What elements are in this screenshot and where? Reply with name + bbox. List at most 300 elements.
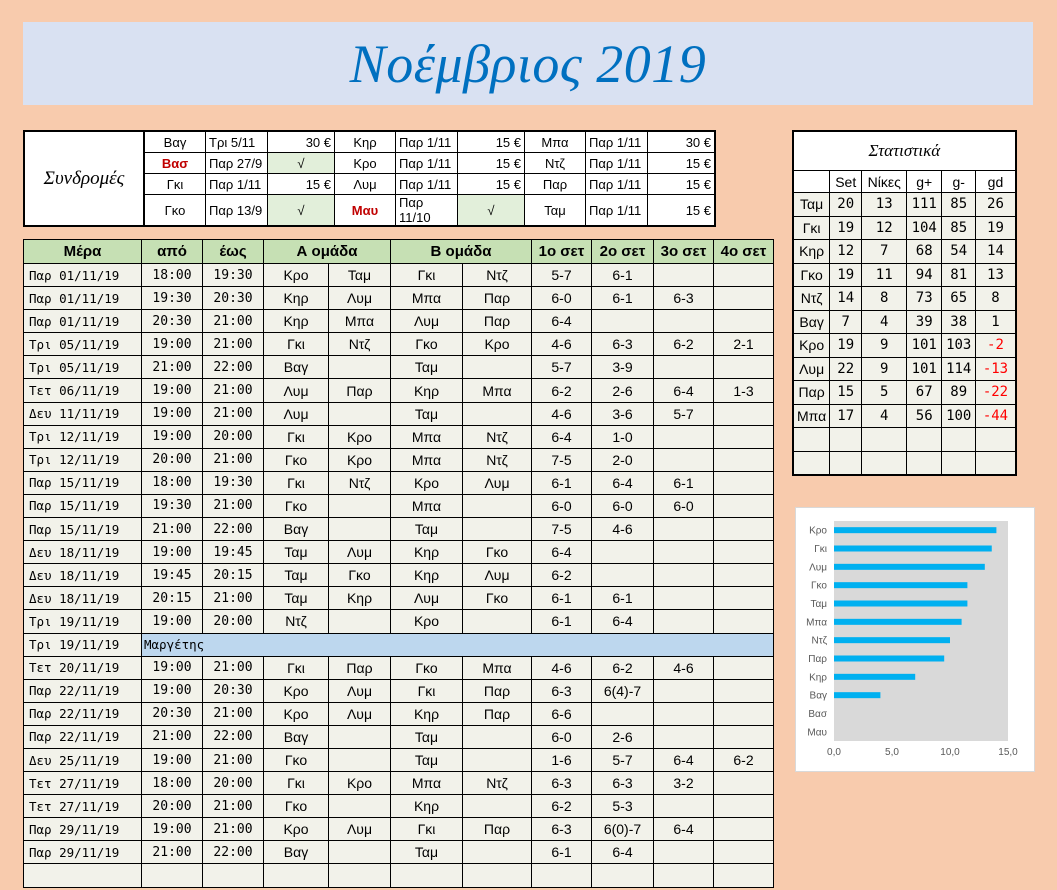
set-3-score (654, 795, 714, 818)
end-time: 20:00 (203, 610, 264, 633)
sets-played: 17 (830, 404, 862, 428)
category-label: Γκο (811, 580, 827, 592)
games-diff: 14 (976, 240, 1016, 264)
set-3-score: 6-1 (654, 471, 714, 494)
end-time: 20:00 (203, 772, 264, 795)
set-4-score (714, 448, 774, 471)
games-won (907, 451, 942, 475)
team-b-player-1 (391, 864, 463, 887)
team-b-player-1: Γκι (391, 679, 463, 702)
schedule-header: από (142, 240, 203, 264)
start-time: 19:00 (142, 402, 203, 425)
schedule-row (24, 656, 774, 679)
schedule-row (24, 379, 774, 402)
set-1-score: 5-7 (532, 356, 592, 379)
subscription-date: Παρ 1/11 (396, 153, 458, 174)
team-b-player-1: Κηρ (391, 564, 463, 587)
match-day: Δευ 18/11/19 (24, 564, 142, 587)
start-time: 19:00 (142, 656, 203, 679)
team-b-player-2: Ντζ (463, 448, 532, 471)
subscription-name: Ντζ (525, 153, 586, 174)
schedule-row (24, 264, 774, 287)
start-time (142, 864, 203, 887)
statistics-row (793, 334, 1016, 358)
match-day: Τρι 05/11/19 (24, 333, 142, 356)
team-a-player-2 (329, 748, 391, 771)
start-time: 20:15 (142, 587, 203, 610)
sets-played: 7 (830, 310, 862, 334)
team-b-player-1: Ταμ (391, 748, 463, 771)
subscription-amount: 30 € (648, 131, 716, 153)
start-time: 18:00 (142, 471, 203, 494)
end-time: 21:00 (203, 748, 264, 771)
bar (834, 656, 944, 662)
schedule-row (24, 610, 774, 633)
schedule-header: 1ο σετ (532, 240, 592, 264)
team-a-player-2 (329, 356, 391, 379)
set-4-score (714, 795, 774, 818)
team-a-player-1: Κρο (264, 818, 329, 841)
games-won: 68 (907, 240, 942, 264)
category-label: Μαυ (807, 727, 827, 739)
start-time: 20:30 (142, 310, 203, 333)
team-b-player-1: Μπα (391, 287, 463, 310)
category-label: Παρ (808, 654, 827, 665)
sets-played: 20 (830, 193, 862, 217)
bar (834, 582, 967, 588)
bar (834, 601, 967, 607)
subscription-name: Κηρ (335, 131, 396, 153)
schedule-header: 4ο σετ (714, 240, 774, 264)
sets-played: 14 (830, 287, 862, 311)
end-time: 21:00 (203, 494, 264, 517)
set-1-score: 6-0 (532, 494, 592, 517)
team-a-player-1: Γκο (264, 795, 329, 818)
set-4-score: 2-1 (714, 333, 774, 356)
subscription-date: Παρ 1/11 (206, 174, 268, 195)
team-b-player-1: Λυμ (391, 587, 463, 610)
set-3-score (654, 425, 714, 448)
team-a-player-2 (329, 494, 391, 517)
category-label: Βασ (808, 709, 827, 720)
games-diff: 13 (976, 263, 1016, 287)
statistics-header: gd (976, 171, 1016, 193)
set-3-score (654, 864, 714, 887)
subscription-date: Παρ 1/11 (396, 174, 458, 195)
team-b-player-1: Κηρ (391, 702, 463, 725)
team-a-player-1: Γκι (264, 471, 329, 494)
team-b-player-2: Ντζ (463, 264, 532, 287)
category-label: Κρο (809, 525, 827, 537)
set-2-score: 2-0 (592, 448, 654, 471)
start-time: 19:00 (142, 818, 203, 841)
subscription-name: Μαυ (335, 195, 396, 227)
set-3-score: 6-3 (654, 287, 714, 310)
statistics-row (793, 451, 1016, 475)
wins: 9 (862, 357, 907, 381)
match-day: Παρ 15/11/19 (24, 494, 142, 517)
team-a-player-1: Γκι (264, 333, 329, 356)
subscription-name: Βαγ (144, 131, 206, 153)
subscription-name: Λυμ (335, 174, 396, 195)
bar (834, 564, 985, 570)
end-time: 22:00 (203, 841, 264, 864)
set-3-score: 4-6 (654, 656, 714, 679)
team-a-player-1: Ντζ (264, 610, 329, 633)
games-diff: -13 (976, 357, 1016, 381)
subscription-date: Παρ 13/9 (206, 195, 268, 227)
end-time: 20:30 (203, 287, 264, 310)
team-b-player-1: Μπα (391, 448, 463, 471)
set-3-score (654, 564, 714, 587)
team-b-player-2 (463, 494, 532, 517)
set-3-score: 3-2 (654, 772, 714, 795)
team-a-player-2 (329, 518, 391, 541)
x-tick-label: 5,0 (885, 747, 899, 758)
team-b-player-1: Μπα (391, 494, 463, 517)
team-a-player-2 (329, 402, 391, 425)
set-3-score (654, 841, 714, 864)
match-day: Παρ 01/11/19 (24, 264, 142, 287)
set-1-score: 6-2 (532, 564, 592, 587)
set-2-score: 5-3 (592, 795, 654, 818)
start-time: 21:00 (142, 518, 203, 541)
set-4-score (714, 518, 774, 541)
category-label: Κηρ (809, 672, 827, 684)
team-b-player-2: Παρ (463, 310, 532, 333)
wins: 13 (862, 193, 907, 217)
statistics-row (793, 240, 1016, 264)
set-3-score: 6-4 (654, 379, 714, 402)
team-a-player-1: Βαγ (264, 725, 329, 748)
games-diff: 1 (976, 310, 1016, 334)
match-day: Παρ 15/11/19 (24, 471, 142, 494)
player-name: Μπα (793, 404, 830, 428)
player-name: Κηρ (793, 240, 830, 264)
sets-played: 19 (830, 216, 862, 240)
player-name: Γκο (793, 263, 830, 287)
set-2-score: 2-6 (592, 725, 654, 748)
team-a-player-2: Παρ (329, 656, 391, 679)
set-4-score (714, 564, 774, 587)
schedule-row (24, 494, 774, 517)
games-diff: 8 (976, 287, 1016, 311)
set-2-score: 3-9 (592, 356, 654, 379)
games-lost: 114 (942, 357, 976, 381)
statistics-row (793, 263, 1016, 287)
schedule-row (24, 864, 774, 887)
team-a-player-2: Μπα (329, 310, 391, 333)
set-3-score (654, 679, 714, 702)
team-a-player-1: Κηρ (264, 310, 329, 333)
start-time: 21:00 (142, 841, 203, 864)
games-lost: 100 (942, 404, 976, 428)
set-1-score: 6-4 (532, 541, 592, 564)
team-a-player-2: Λυμ (329, 679, 391, 702)
end-time: 21:00 (203, 333, 264, 356)
set-3-score (654, 541, 714, 564)
team-b-player-2 (463, 402, 532, 425)
sets-played (830, 451, 862, 475)
subscription-amount: 15 € (648, 174, 716, 195)
match-day (24, 864, 142, 887)
category-label: Γκι (814, 544, 827, 555)
schedule-row (24, 795, 774, 818)
subscription-date: Παρ 1/11 (396, 131, 458, 153)
subscription-amount: 15 € (458, 131, 525, 153)
team-a-player-2: Λυμ (329, 818, 391, 841)
team-a-player-1: Γκο (264, 748, 329, 771)
set-3-score (654, 702, 714, 725)
team-b-player-2 (463, 610, 532, 633)
schedule-row (24, 402, 774, 425)
games-diff: -44 (976, 404, 1016, 428)
statistics-row (793, 310, 1016, 334)
schedule-row (24, 633, 774, 656)
end-time: 19:30 (203, 471, 264, 494)
team-b-player-1: Μπα (391, 772, 463, 795)
games-won: 104 (907, 216, 942, 240)
start-time: 20:30 (142, 702, 203, 725)
team-b-player-2: Γκο (463, 587, 532, 610)
subscription-date: Παρ 1/11 (586, 174, 648, 195)
set-4-score (714, 356, 774, 379)
subscription-date: Παρ 1/11 (586, 153, 648, 174)
team-b-player-1: Γκο (391, 656, 463, 679)
start-time: 19:00 (142, 541, 203, 564)
set-3-score: 6-2 (654, 333, 714, 356)
start-time: 18:00 (142, 772, 203, 795)
schedule-row (24, 425, 774, 448)
bar (834, 692, 880, 698)
team-a-player-2: Κηρ (329, 587, 391, 610)
team-a-player-2 (329, 725, 391, 748)
games-lost: 85 (942, 193, 976, 217)
set-4-score (714, 702, 774, 725)
team-a-player-1: Γκι (264, 656, 329, 679)
schedule-row (24, 518, 774, 541)
start-time: 19:30 (142, 494, 203, 517)
start-time: 21:00 (142, 356, 203, 379)
subscription-name: Βασ (144, 153, 206, 174)
set-1-score: 6-0 (532, 287, 592, 310)
team-a-player-1: Γκο (264, 448, 329, 471)
team-a-player-2: Λυμ (329, 541, 391, 564)
end-time: 20:30 (203, 679, 264, 702)
team-b-player-2 (463, 841, 532, 864)
schedule-row (24, 541, 774, 564)
subscriptions-label: Συνδρομές (24, 131, 144, 226)
set-4-score (714, 610, 774, 633)
team-b-player-1: Κηρ (391, 541, 463, 564)
team-b-player-1: Λυμ (391, 310, 463, 333)
team-a-player-2: Κρο (329, 772, 391, 795)
statistics-row (793, 357, 1016, 381)
set-1-score: 5-7 (532, 264, 592, 287)
player-name (793, 428, 830, 452)
player-name: Γκι (793, 216, 830, 240)
end-time (203, 864, 264, 887)
set-1-score (532, 864, 592, 887)
team-a-player-1: Γκι (264, 772, 329, 795)
match-day: Τρι 19/11/19 (24, 633, 142, 656)
team-a-player-2 (329, 795, 391, 818)
team-a-player-1: Γκι (264, 425, 329, 448)
games-won (907, 428, 942, 452)
team-a-player-2: Ντζ (329, 471, 391, 494)
set-2-score: 6(0)-7 (592, 818, 654, 841)
team-a-player-1: Κρο (264, 679, 329, 702)
schedule-table (23, 239, 774, 888)
team-b-player-2: Κρο (463, 333, 532, 356)
set-4-score (714, 471, 774, 494)
set-2-score: 6-4 (592, 610, 654, 633)
start-time: 19:00 (142, 425, 203, 448)
team-a-player-1: Ταμ (264, 564, 329, 587)
team-a-player-2 (329, 841, 391, 864)
end-time: 21:00 (203, 402, 264, 425)
statistics-header: g+ (907, 171, 942, 193)
subscription-amount: 15 € (268, 174, 335, 195)
match-day: Τετ 06/11/19 (24, 379, 142, 402)
games-won: 111 (907, 193, 942, 217)
team-a-player-1: Λυμ (264, 379, 329, 402)
games-won: 67 (907, 381, 942, 405)
match-day: Τρι 12/11/19 (24, 425, 142, 448)
match-day: Τετ 27/11/19 (24, 795, 142, 818)
games-won: 73 (907, 287, 942, 311)
match-day: Τετ 27/11/19 (24, 772, 142, 795)
player-name: Ταμ (793, 193, 830, 217)
statistics-header-row (793, 171, 1016, 193)
schedule-note: Μαργέτης (142, 633, 774, 656)
games-lost: 89 (942, 381, 976, 405)
set-4-score (714, 287, 774, 310)
team-a-player-1: Βαγ (264, 356, 329, 379)
games-lost: 65 (942, 287, 976, 311)
set-4-score (714, 425, 774, 448)
team-a-player-1: Λυμ (264, 402, 329, 425)
statistics-row (793, 428, 1016, 452)
subscription-date: Παρ 1/11 (586, 195, 648, 227)
subscription-amount: 15 € (458, 153, 525, 174)
subscription-name: Ταμ (525, 195, 586, 227)
sets-played (830, 428, 862, 452)
player-name: Λυμ (793, 357, 830, 381)
schedule-row (24, 772, 774, 795)
team-b-player-1: Κρο (391, 610, 463, 633)
player-name: Βαγ (793, 310, 830, 334)
set-3-score (654, 587, 714, 610)
x-tick-label: 0,0 (827, 747, 841, 758)
team-b-player-1: Κρο (391, 471, 463, 494)
set-3-score (654, 356, 714, 379)
sets-played: 19 (830, 334, 862, 358)
wins: 4 (862, 404, 907, 428)
set-1-score: 6-3 (532, 818, 592, 841)
subscription-name: Γκο (144, 195, 206, 227)
wins: 8 (862, 287, 907, 311)
statistics-row (793, 381, 1016, 405)
subscription-amount: 15 € (648, 195, 716, 227)
statistics-row (793, 404, 1016, 428)
team-a-player-1: Γκο (264, 494, 329, 517)
schedule-header: 3ο σετ (654, 240, 714, 264)
set-4-score (714, 725, 774, 748)
games-diff: -2 (976, 334, 1016, 358)
month-title-banner (23, 22, 1033, 105)
wins: 9 (862, 334, 907, 358)
subscription-name: Παρ (525, 174, 586, 195)
start-time: 20:00 (142, 795, 203, 818)
subscription-name: Μπα (525, 131, 586, 153)
end-time: 21:00 (203, 587, 264, 610)
subscription-row (24, 131, 715, 153)
set-2-score: 2-6 (592, 379, 654, 402)
set-2-score: 6-2 (592, 656, 654, 679)
end-time: 22:00 (203, 518, 264, 541)
plot-area (834, 521, 1008, 741)
set-4-score (714, 656, 774, 679)
subscription-amount: 15 € (648, 153, 716, 174)
schedule-header: Α ομάδα (264, 240, 391, 264)
start-time: 19:30 (142, 287, 203, 310)
set-1-score: 1-6 (532, 748, 592, 771)
team-a-player-1: Βαγ (264, 518, 329, 541)
games-lost: 85 (942, 216, 976, 240)
games-won: 94 (907, 263, 942, 287)
match-day: Παρ 15/11/19 (24, 518, 142, 541)
games-diff (976, 428, 1016, 452)
subscription-amount: √ (458, 195, 525, 227)
end-time: 21:00 (203, 702, 264, 725)
end-time: 20:15 (203, 564, 264, 587)
set-2-score (592, 564, 654, 587)
games-lost: 38 (942, 310, 976, 334)
team-b-player-2: Μπα (463, 379, 532, 402)
set-3-score: 5-7 (654, 402, 714, 425)
team-b-player-1: Ταμ (391, 402, 463, 425)
category-label: Ντζ (811, 635, 827, 647)
end-time: 21:00 (203, 818, 264, 841)
set-4-score (714, 402, 774, 425)
team-b-player-2: Λυμ (463, 564, 532, 587)
end-time: 21:00 (203, 379, 264, 402)
schedule-row (24, 679, 774, 702)
subscription-amount: √ (268, 195, 335, 227)
statistics-header: g- (942, 171, 976, 193)
set-1-score: 6-1 (532, 471, 592, 494)
team-b-player-2: Παρ (463, 287, 532, 310)
team-a-player-1: Ταμ (264, 587, 329, 610)
schedule-row (24, 356, 774, 379)
set-2-score (592, 541, 654, 564)
x-tick-label: 15,0 (998, 747, 1018, 758)
team-b-player-1: Γκι (391, 818, 463, 841)
set-2-score: 1-0 (592, 425, 654, 448)
match-day: Παρ 01/11/19 (24, 287, 142, 310)
set-2-score: 6-4 (592, 841, 654, 864)
statistics-title: Στατιστικά (793, 131, 1016, 171)
set-4-score (714, 587, 774, 610)
set-2-score: 6-3 (592, 333, 654, 356)
schedule-row (24, 818, 774, 841)
team-b-player-1: Ταμ (391, 725, 463, 748)
set-4-score (714, 864, 774, 887)
match-day: Τρι 12/11/19 (24, 448, 142, 471)
schedule-row (24, 748, 774, 771)
set-1-score: 6-6 (532, 702, 592, 725)
